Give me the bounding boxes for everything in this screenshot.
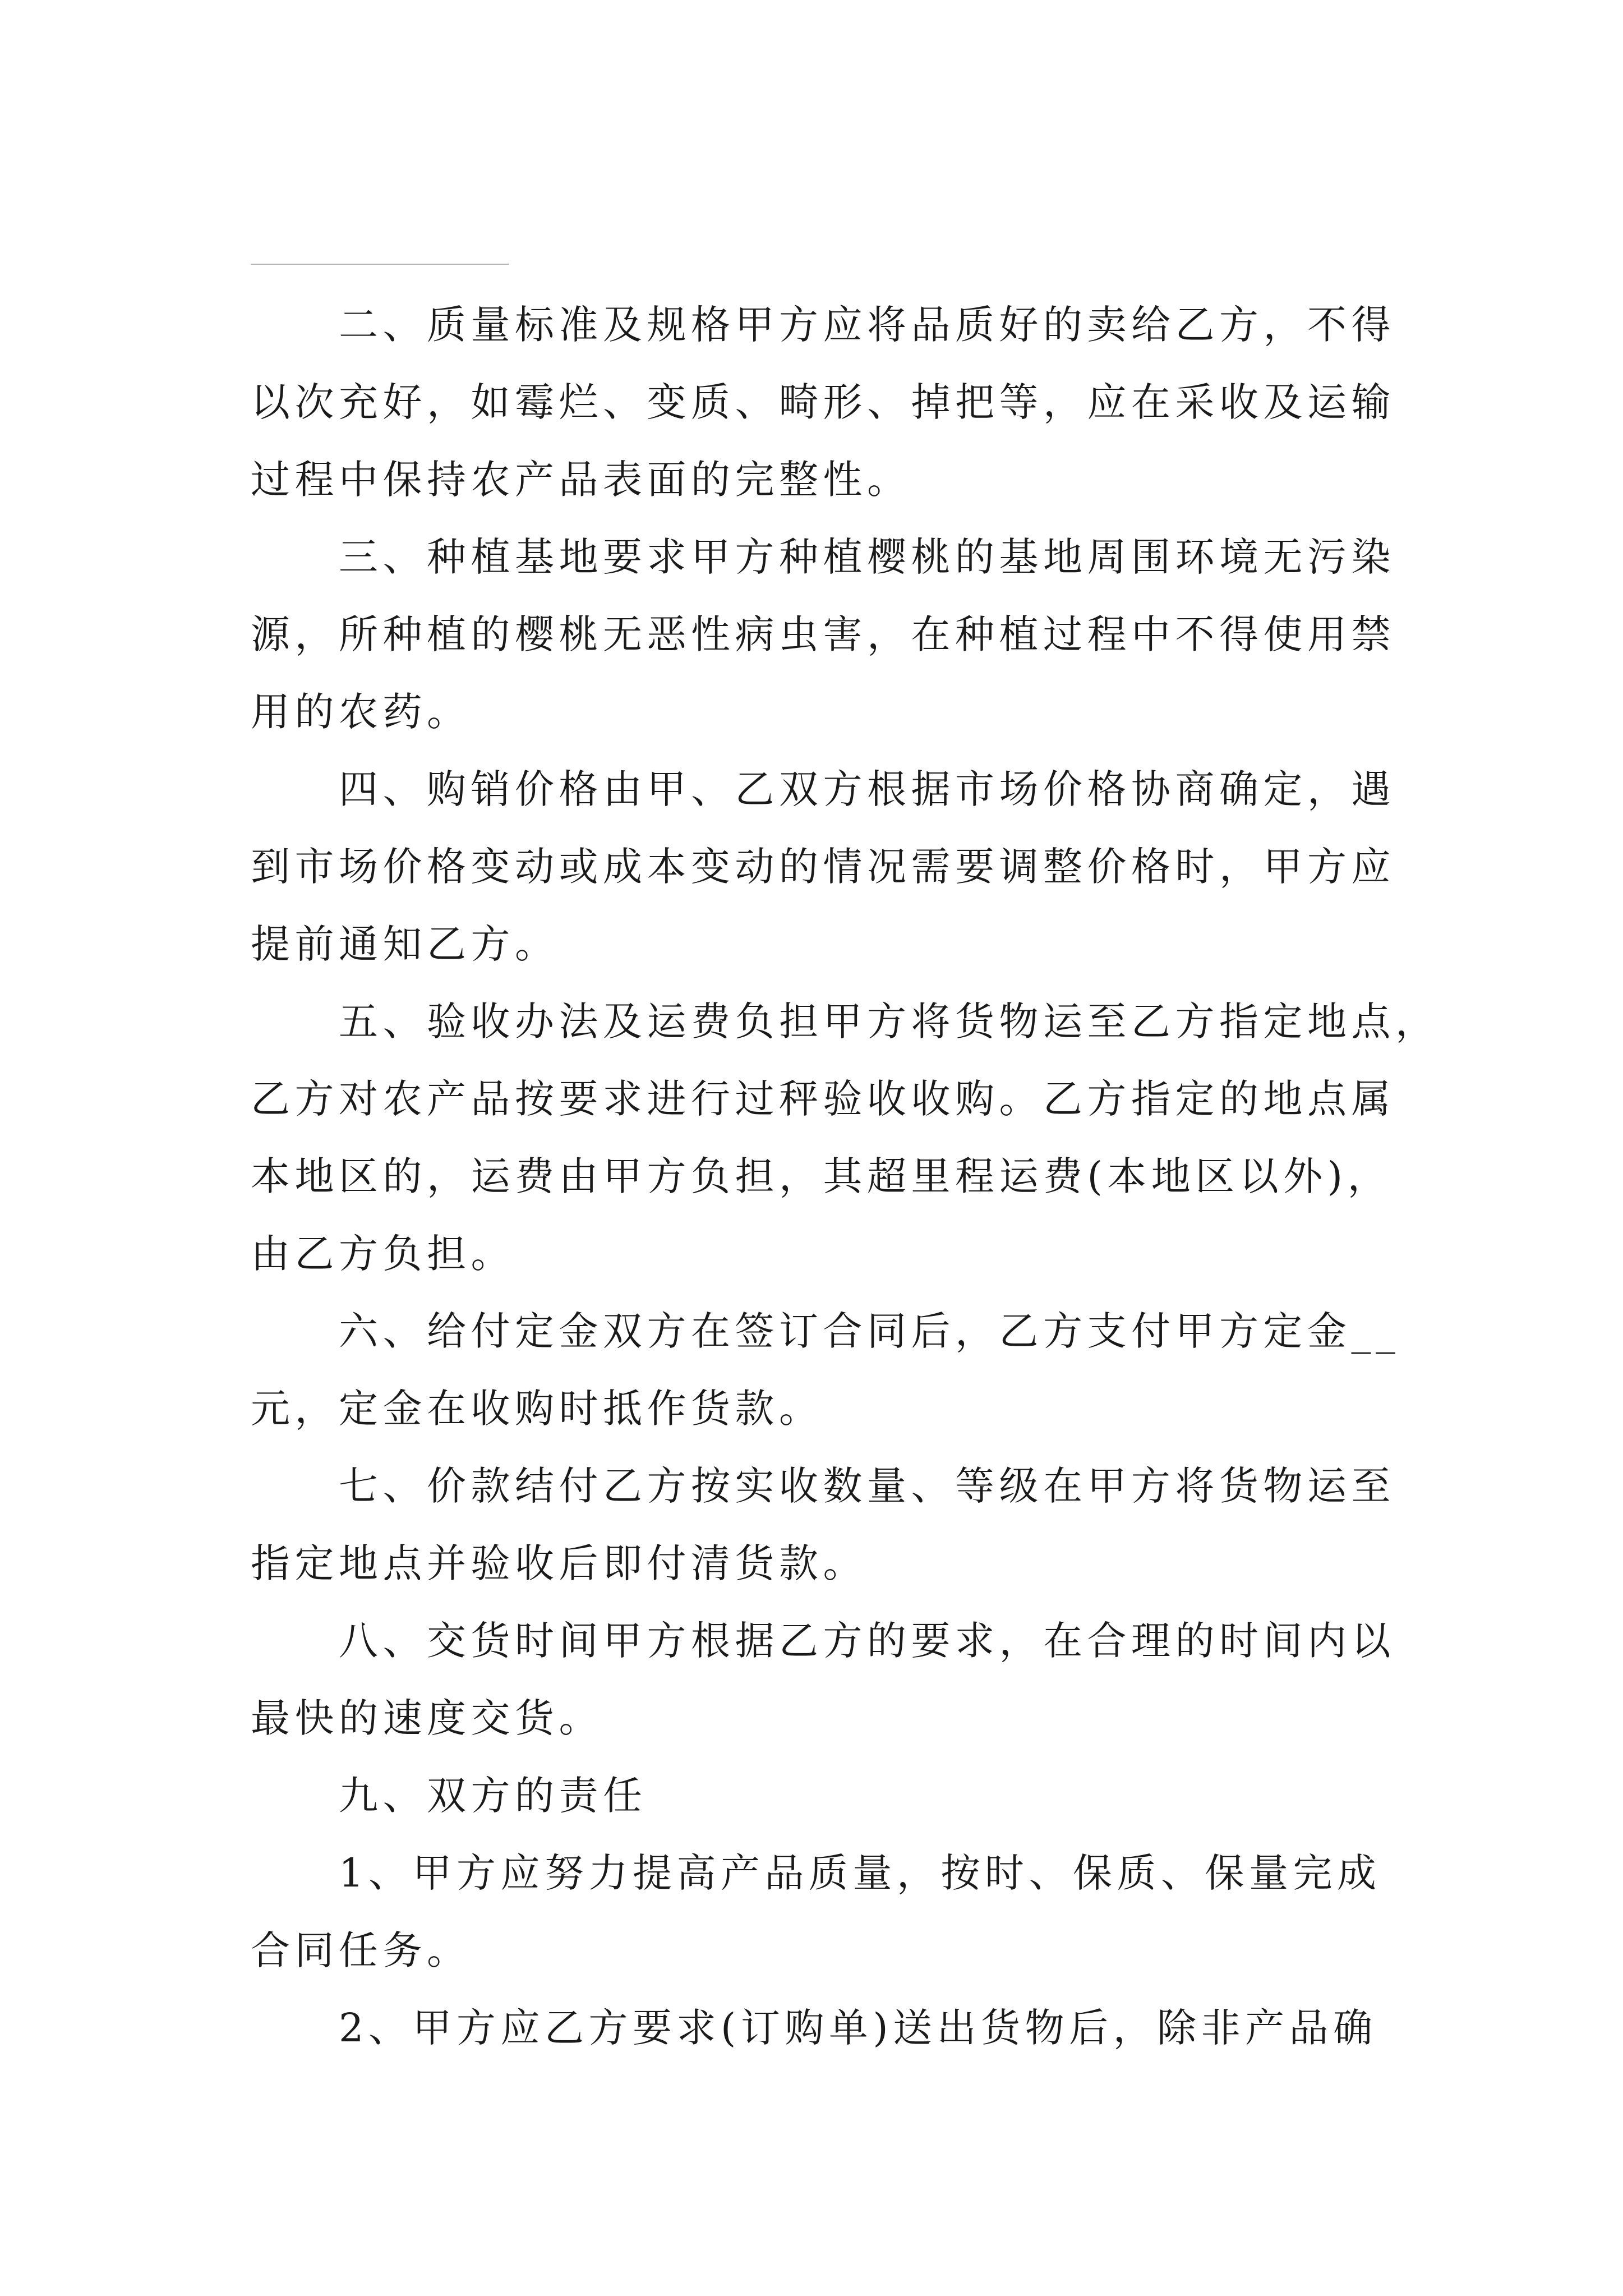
text-line: 过程中保持农产品表面的完整性。 [251, 457, 911, 503]
text-line: 八、交货时间甲方根据乙方的要求，在合理的时间内以 [339, 1618, 1395, 1664]
paragraph-clause-4 [251, 751, 1395, 983]
text-line: 六、给付定金双方在签订合同后，乙方支付甲方定金__ [339, 1308, 1400, 1354]
text-line: 以次充好，如霉烂、变质、畸形、掉把等，应在采收及运输 [251, 379, 1395, 425]
text-line: 用的农药。 [251, 689, 471, 735]
paragraph-clause-7 [251, 1447, 1395, 1602]
text-line: 1、甲方应努力提高产品质量，按时、保质、保量完成 [339, 1850, 1381, 1896]
text-line: 指定地点并验收后即付清货款。 [251, 1540, 867, 1586]
text-line: 源，所种植的樱桃无恶性病虫害，在种植过程中不得使用禁 [251, 611, 1395, 657]
text-line: 元，定金在收购时抵作货款。 [251, 1386, 823, 1432]
text-line: 提前通知乙方。 [251, 921, 559, 967]
paragraph-clause-5 [251, 983, 1440, 1292]
section-heading: 九、双方的责任 [339, 1773, 647, 1819]
text-line: 二、质量标准及规格甲方应将品质好的卖给乙方，不得 [339, 302, 1395, 348]
text-line: 乙方对农产品按要求进行过秤验收收购。乙方指定的地点属 [251, 1076, 1395, 1122]
paragraph-clause-3 [251, 518, 1395, 751]
text-line: 七、价款结付乙方按实收数量、等级在甲方将货物运至 [339, 1463, 1395, 1509]
header-rule [251, 264, 509, 265]
text-line: 三、种植基地要求甲方种植樱桃的基地周围环境无污染 [339, 534, 1395, 580]
text-line: 合同任务。 [251, 1927, 471, 1973]
paragraph-clause-9 [251, 1757, 1395, 1834]
paragraph-clause-9-2 [251, 1989, 1395, 2067]
text-line: 本地区的，运费由甲方负担，其超里程运费(本地区以外)， [251, 1153, 1392, 1199]
document-body [251, 286, 1440, 2067]
paragraph-clause-6 [251, 1292, 1400, 1447]
text-line: 2、甲方应乙方要求(订购单)送出货物后，除非产品确 [339, 2005, 1377, 2051]
paragraph-clause-2 [251, 286, 1395, 518]
text-line: 五、验收办法及运费负担甲方将货物运至乙方指定地点， [339, 999, 1440, 1045]
paragraph-clause-9-1 [251, 1834, 1395, 1989]
text-line: 到市场价格变动或成本变动的情况需要调整价格时，甲方应 [251, 844, 1395, 890]
text-line: 四、购销价格由甲、乙双方根据市场价格协商确定，遇 [339, 766, 1395, 812]
text-line: 最快的速度交货。 [251, 1695, 603, 1741]
text-line: 由乙方负担。 [251, 1231, 515, 1277]
paragraph-clause-8 [251, 1602, 1395, 1757]
